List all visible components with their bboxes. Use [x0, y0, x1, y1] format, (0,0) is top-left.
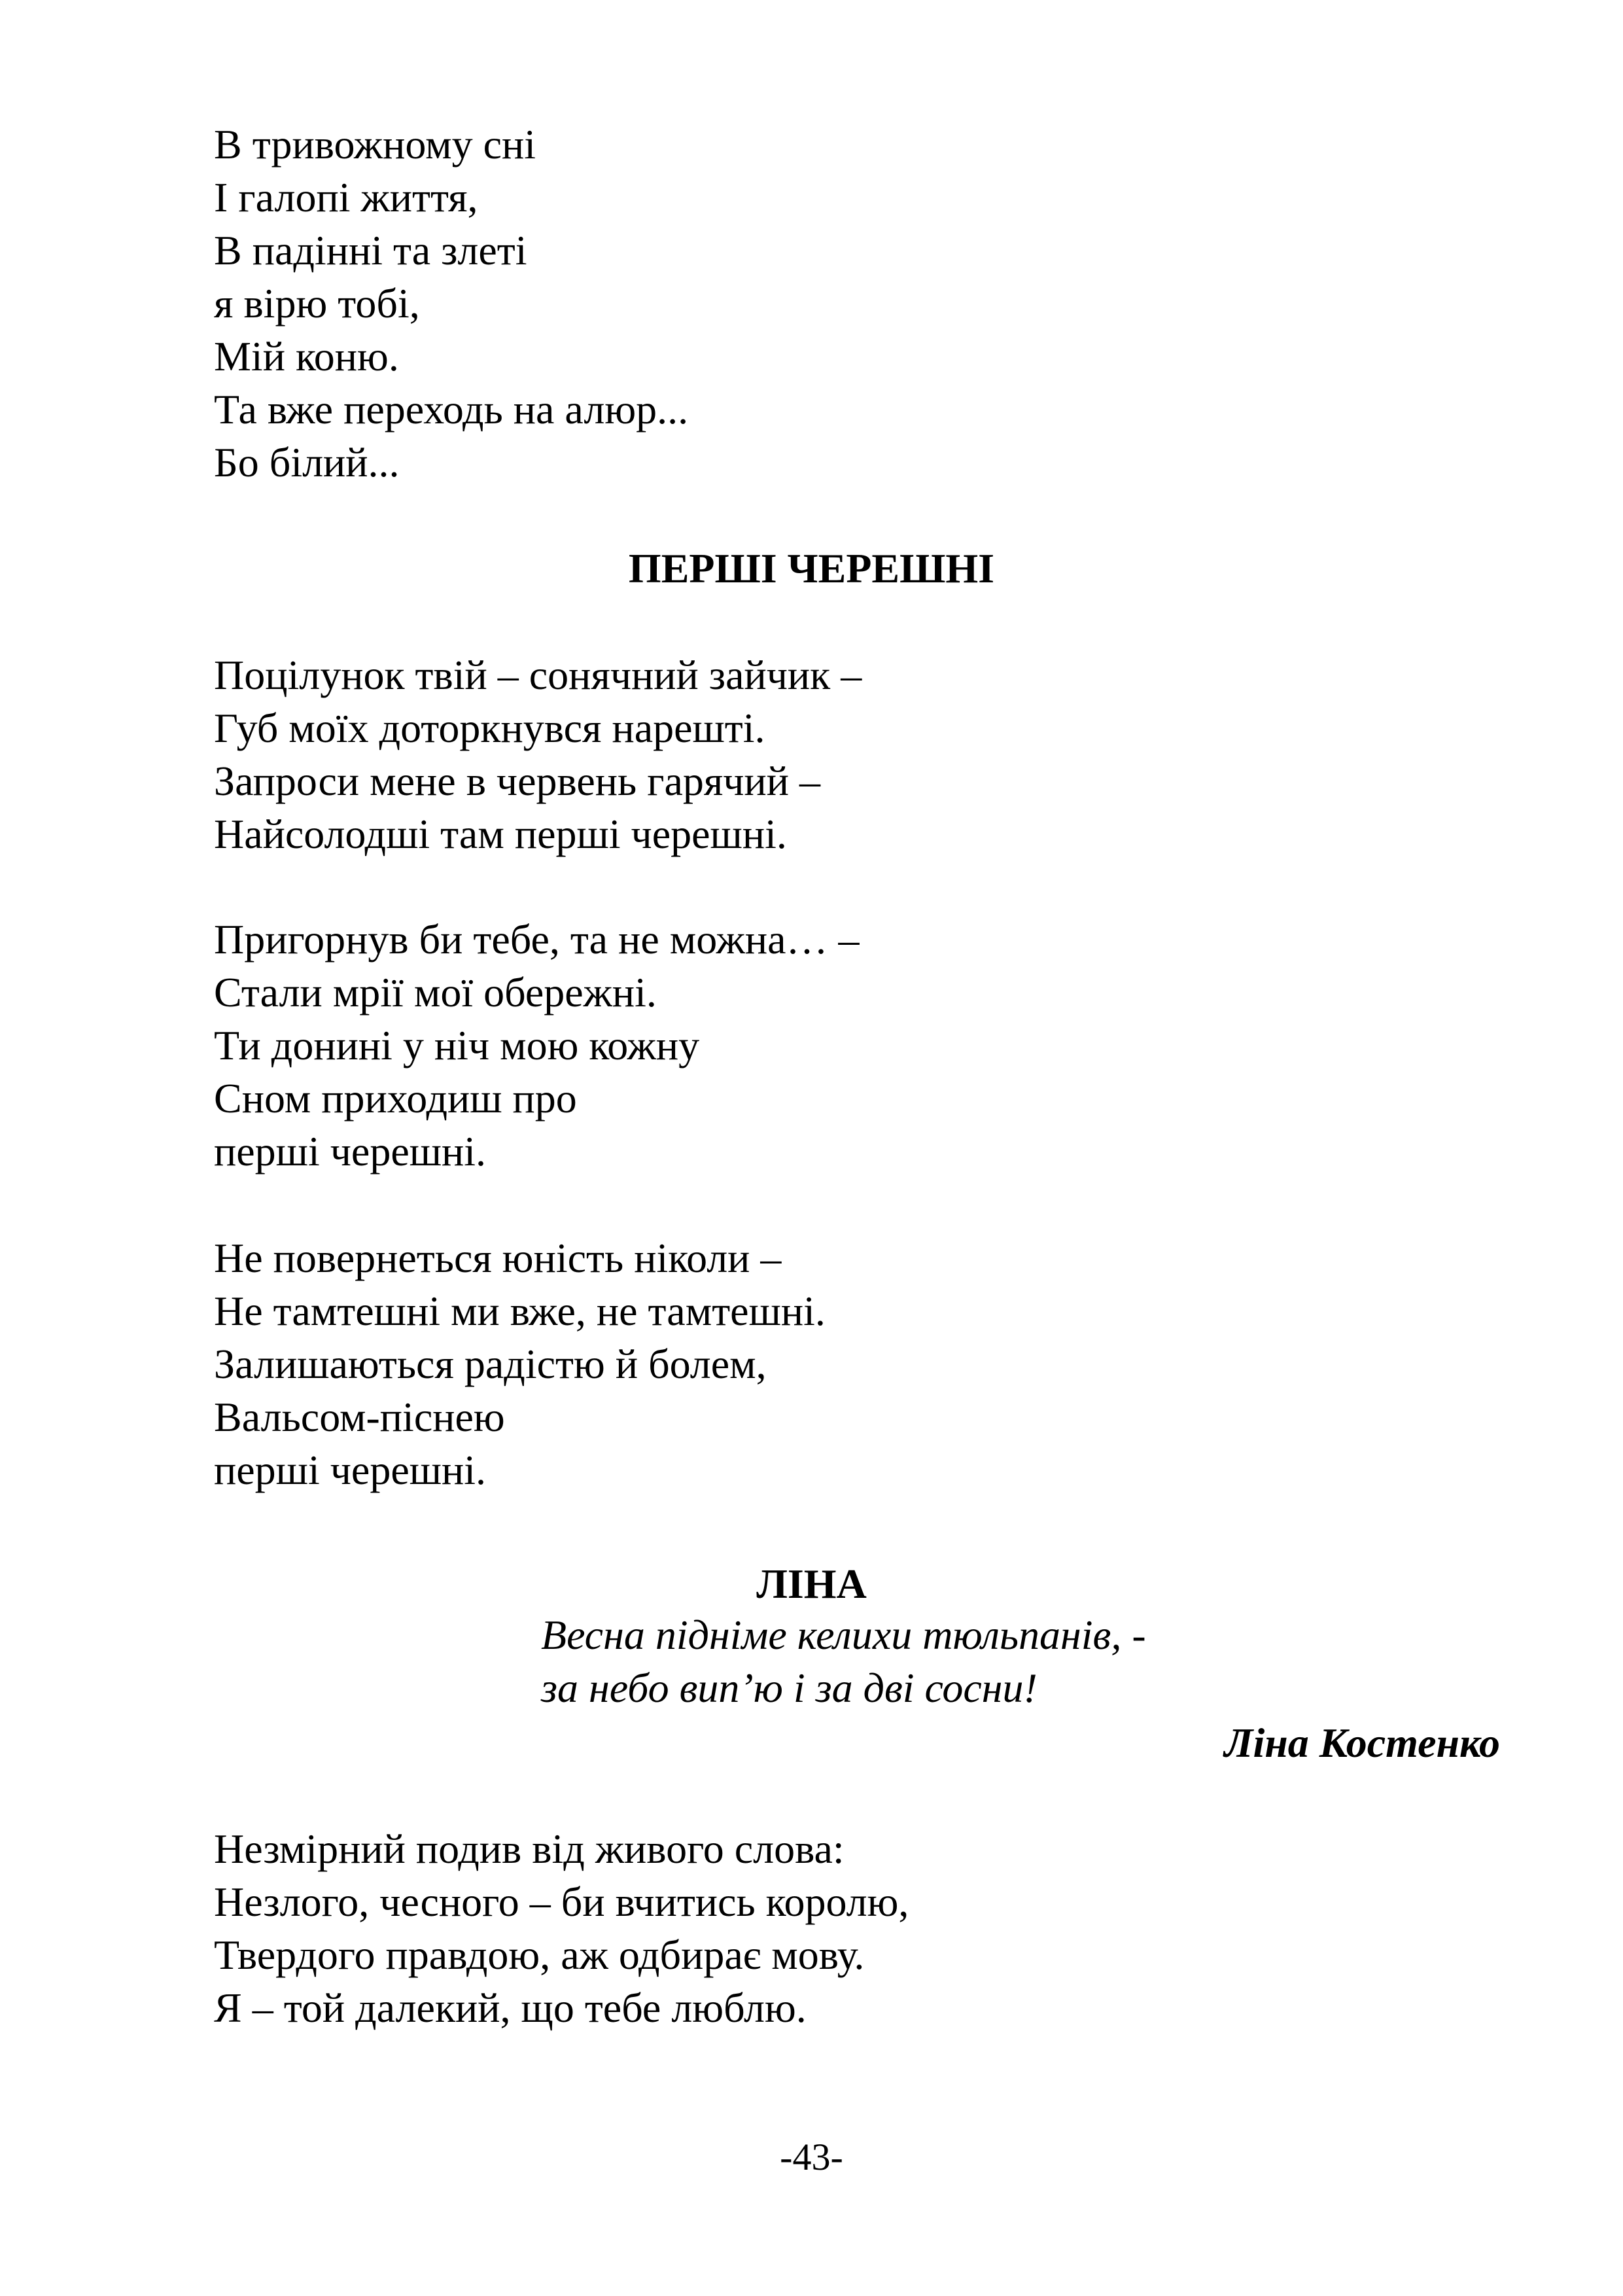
poem-stanza [214, 118, 688, 489]
poem-line: Залишаються радістю й болем, [214, 1341, 767, 1387]
poem-line: Мій коню. [214, 333, 399, 380]
page-number: -43- [780, 2136, 843, 2178]
poem-line: Ти донині у ніч мою кожну [214, 1022, 700, 1069]
poem-line: Незмірний подив від живого слова: [214, 1826, 845, 1872]
epigraph-author: Ліна Костенко [1224, 1720, 1500, 1766]
poem-line: В тривожному сні [214, 121, 536, 168]
poem-line: Не тамтешні ми вже, не тамтешні. [214, 1288, 826, 1334]
poem-line: Я – той далекий, що тебе люблю. [214, 1985, 807, 2031]
poem-line: Стали мрії мої обережні. [214, 969, 657, 1016]
poem-line: В падінні та злеті [214, 227, 527, 274]
poem-line: Запроси мене в червень гарячий – [214, 758, 820, 804]
poem-line: Губ моїх доторкнувся нарешті. [214, 705, 765, 751]
poem-stanza [214, 1822, 909, 2034]
poem-title: ЛІНА [756, 1561, 867, 1607]
poem-line: перші черешні. [214, 1447, 487, 1493]
poem-line: перші черешні. [214, 1128, 487, 1174]
poem-stanza [214, 1231, 826, 1496]
poem-line: Найсолодші там перші черешні. [214, 811, 787, 857]
poem-line: Бо білий... [214, 439, 400, 486]
poem-line: Незлого, чесного – би вчитись королю, [214, 1879, 909, 1925]
poem-line: Твердого правдою, аж одбирає мову. [214, 1932, 865, 1978]
epigraph [541, 1608, 1146, 1714]
poem-line: я вірю тобі, [214, 280, 420, 327]
poem-line: Пригорнув би тебе, та не можна… – [214, 916, 860, 963]
poem-line: Вальсом-піснею [214, 1394, 505, 1440]
poem-stanza [214, 648, 862, 860]
poem-line: І галопі життя, [214, 174, 478, 221]
poem-line: Сном приходиш про [214, 1075, 577, 1122]
poem-line: Поцілунок твій – сонячний зайчик – [214, 652, 862, 698]
poem-stanza [214, 913, 860, 1178]
poem-line: Та вже переходь на алюр... [214, 386, 689, 433]
epigraph-line: за небо вип’ю і за дві сосни! [541, 1665, 1038, 1711]
poem-line: Не повернеться юність ніколи – [214, 1235, 782, 1281]
epigraph-line: Весна підніме келихи тюльпанів, - [541, 1612, 1146, 1658]
poem-title: ПЕРШІ ЧЕРЕШНІ [628, 545, 995, 592]
